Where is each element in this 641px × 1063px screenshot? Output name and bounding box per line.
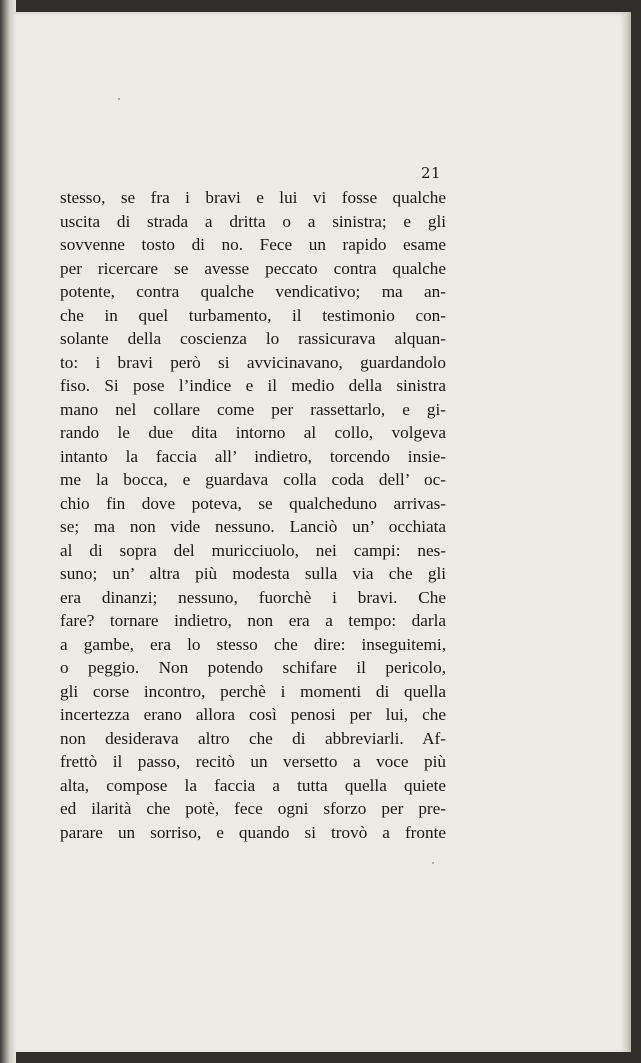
- text-line: ed ilarità che potè, fece ogni sforzo per pre-: [60, 799, 446, 818]
- page-edge: [625, 12, 631, 1052]
- text-line: me la bocca, e guardava colla coda dell’ oc-: [60, 470, 446, 489]
- text-line: uscita di strada a dritta o a sinistra; e gli: [60, 211, 446, 231]
- body-text: [60, 186, 446, 844]
- text-line: al di sopra del muricciuolo, nei campi: nes-: [60, 540, 446, 560]
- text-line: incertezza erano allora così penosi per lui, che: [60, 705, 446, 724]
- text-line: solante della coscienza lo rassicurava alquan-: [60, 329, 446, 348]
- paper-speck: [118, 98, 120, 100]
- text-line: per ricercare se avesse peccato contra qualche: [60, 258, 446, 278]
- text-line: intanto la faccia all’ indietro, torcendo insie-: [60, 446, 446, 466]
- text-line: era dinanzi; nessuno, fuorchè i bravi. Che: [60, 587, 446, 607]
- text-line: se; ma non vide nessuno. Lanciò un’ occhiata: [60, 517, 446, 536]
- text-line: chio fin dove poteva, se qualcheduno arrivas-: [60, 493, 446, 513]
- page-number: 21: [421, 164, 442, 182]
- text-line: frettò il passo, recitò un versetto a voce più: [60, 752, 446, 771]
- text-line: fare? tornare indietro, non era a tempo: darla: [60, 611, 446, 630]
- text-line: rando le due dita intorno al collo, volgeva: [60, 423, 446, 442]
- text-line: sovvenne tosto di no. Fece un rapido esame: [60, 235, 446, 254]
- text-line: fiso. Si pose l’indice e il medio della sinistra: [60, 376, 446, 395]
- text-line: gli corse incontro, perchè i momenti di quella: [60, 681, 446, 701]
- text-line: potente, contra qualche vendicativo; ma an-: [60, 282, 446, 301]
- text-line: alta, compose la faccia a tutta quella quiete: [60, 775, 446, 795]
- text-line: parare un sorriso, e quando si trovò a fronte: [60, 822, 446, 842]
- text-line: stesso, se fra i bravi e lui vi fosse qualche: [60, 188, 446, 207]
- text-line: to: i bravi però si avvicinavano, guardandolo: [60, 352, 446, 372]
- paper-speck: [432, 862, 434, 864]
- text-line: mano nel collare come per rassettarlo, e gi-: [60, 399, 446, 419]
- text-line: non desiderava altro che di abbreviarli. Af-: [60, 728, 446, 748]
- text-line: o peggio. Non potendo schifare il pericolo,: [60, 658, 446, 677]
- text-line: suno; un’ altra più modesta sulla via che gli: [60, 564, 446, 583]
- text-line: che in quel turbamento, il testimonio con-: [60, 305, 446, 325]
- text-line: a gambe, era lo stesso che dire: inseguitemi,: [60, 634, 446, 654]
